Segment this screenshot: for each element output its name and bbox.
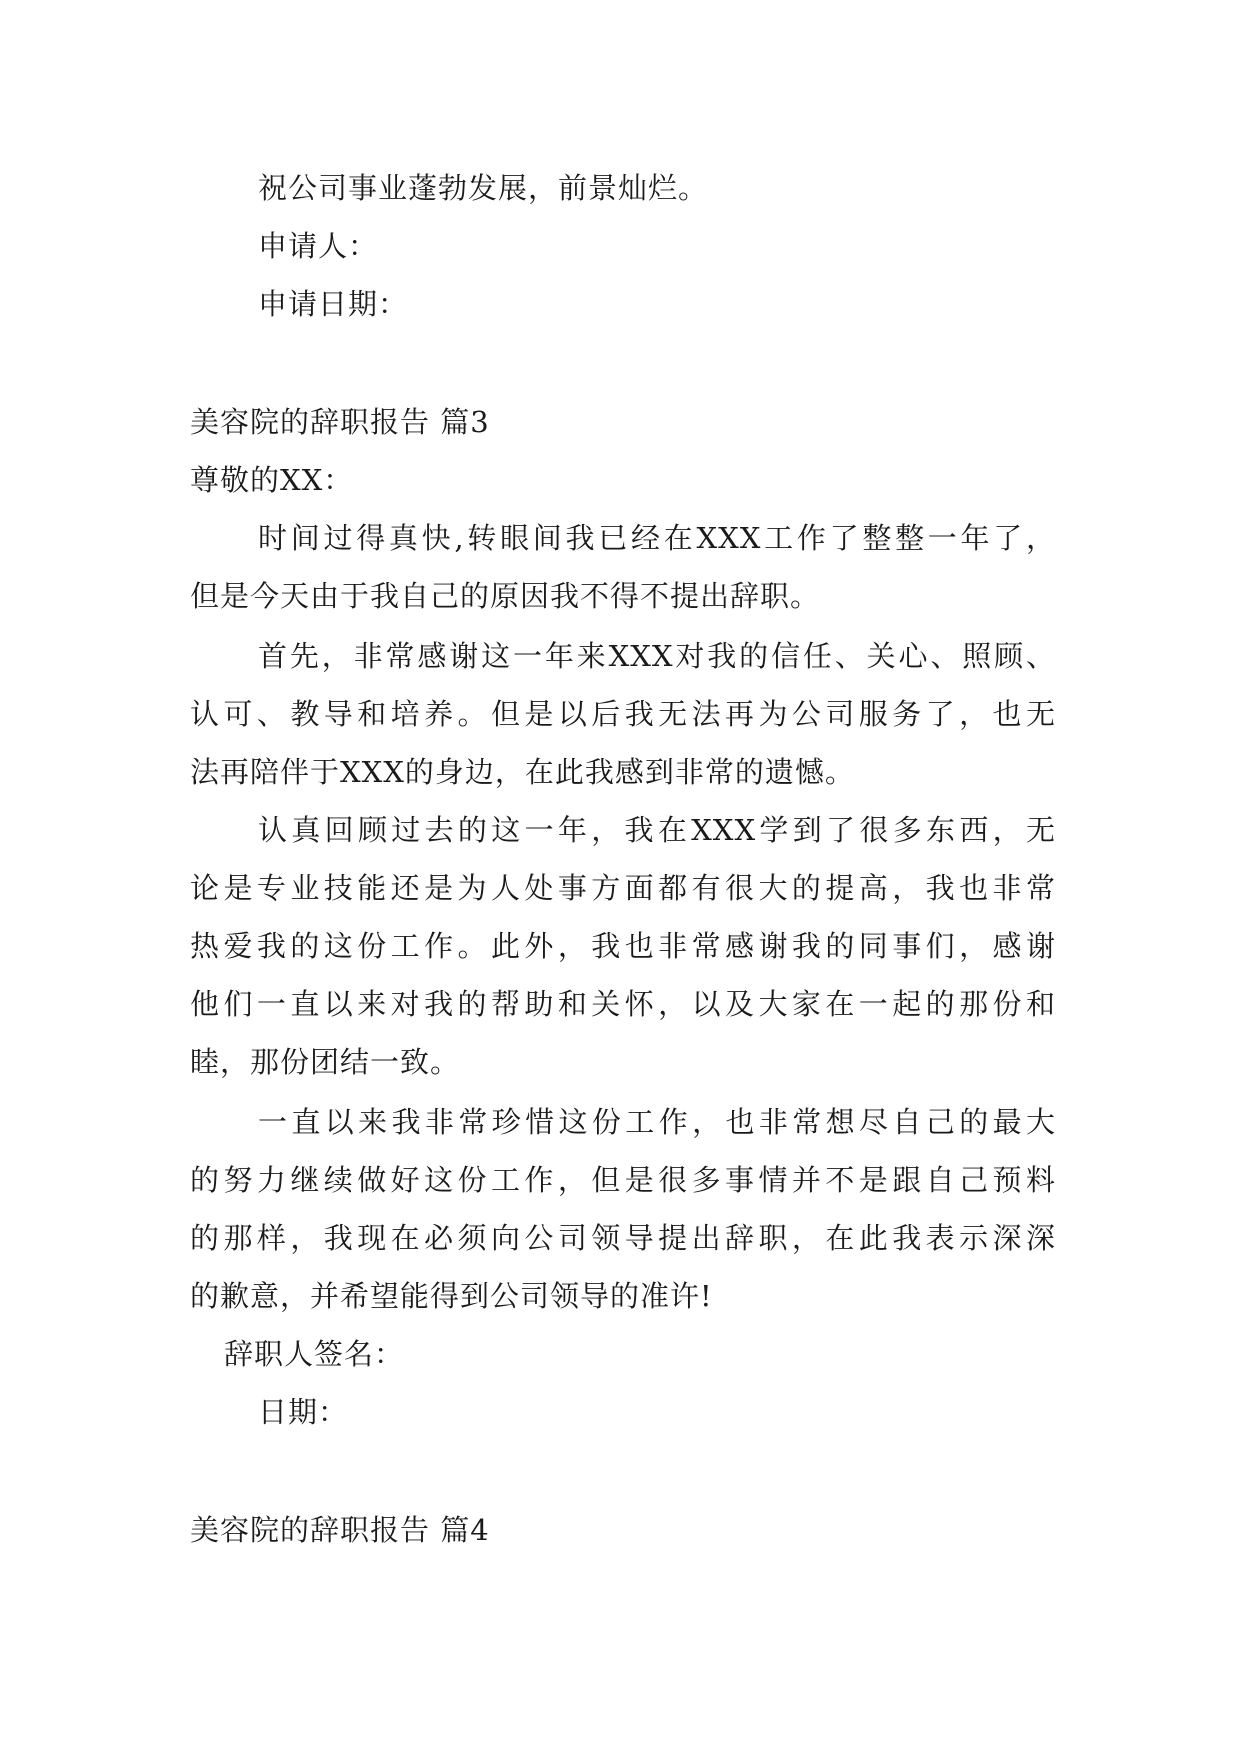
section4-heading: 美容院的辞职报告 篇4 [190, 1513, 490, 1547]
paragraph-3-line-2: 论是专业技能还是为人处事方面都有很大的提高，我也非常 [190, 871, 1056, 905]
paragraph-4-line-3: 的那样，我现在必须向公司领导提出辞职，在此我表示深深 [190, 1221, 1056, 1255]
paragraph-3-line-4: 他们一直以来对我的帮助和关怀，以及大家在一起的那份和 [190, 987, 1056, 1021]
paragraph-2-line-2: 认可、教导和培养。但是以后我无法再为公司服务了，也无 [190, 697, 1056, 731]
paragraph-2-line-1: 首先，非常感谢这一年来XXX对我的信任、关心、照顾、 [258, 639, 1056, 673]
paragraph-1-line-1: 时间过得真快,转眼间我已经在XXX工作了整整一年了， [258, 521, 1056, 555]
apply-date-label: 申请日期： [258, 287, 409, 321]
paragraph-3-line-1: 认真回顾过去的这一年，我在XXX学到了很多东西，无 [258, 813, 1056, 847]
salutation: 尊敬的XX： [190, 463, 354, 497]
paragraph-3-line-3: 热爱我的这份工作。此外，我也非常感谢我的同事们，感谢 [190, 929, 1056, 963]
paragraph-1-line-2: 但是今天由于我自己的原因我不得不提出辞职。 [190, 579, 821, 613]
applicant-label: 申请人： [258, 229, 379, 263]
paragraph-4-line-2: 的努力继续做好这份工作，但是很多事情并不是跟自己预料 [190, 1163, 1056, 1197]
paragraph-2-line-3: 法再陪伴于XXX的身边，在此我感到非常的遗憾。 [190, 755, 855, 789]
paragraph-4-line-4: 的歉意，并希望能得到公司领导的准许! [190, 1279, 713, 1313]
paragraph-3-line-5: 睦，那份团结一致。 [190, 1045, 461, 1079]
section3-heading: 美容院的辞职报告 篇3 [190, 405, 490, 439]
date-label: 日期： [258, 1395, 349, 1429]
paragraph-4-line-1: 一直以来我非常珍惜这份工作，也非常想尽自己的最大 [258, 1105, 1056, 1139]
signature-label: 辞职人签名： [224, 1337, 405, 1371]
closing-wish: 祝公司事业蓬勃发展，前景灿烂。 [258, 171, 709, 205]
